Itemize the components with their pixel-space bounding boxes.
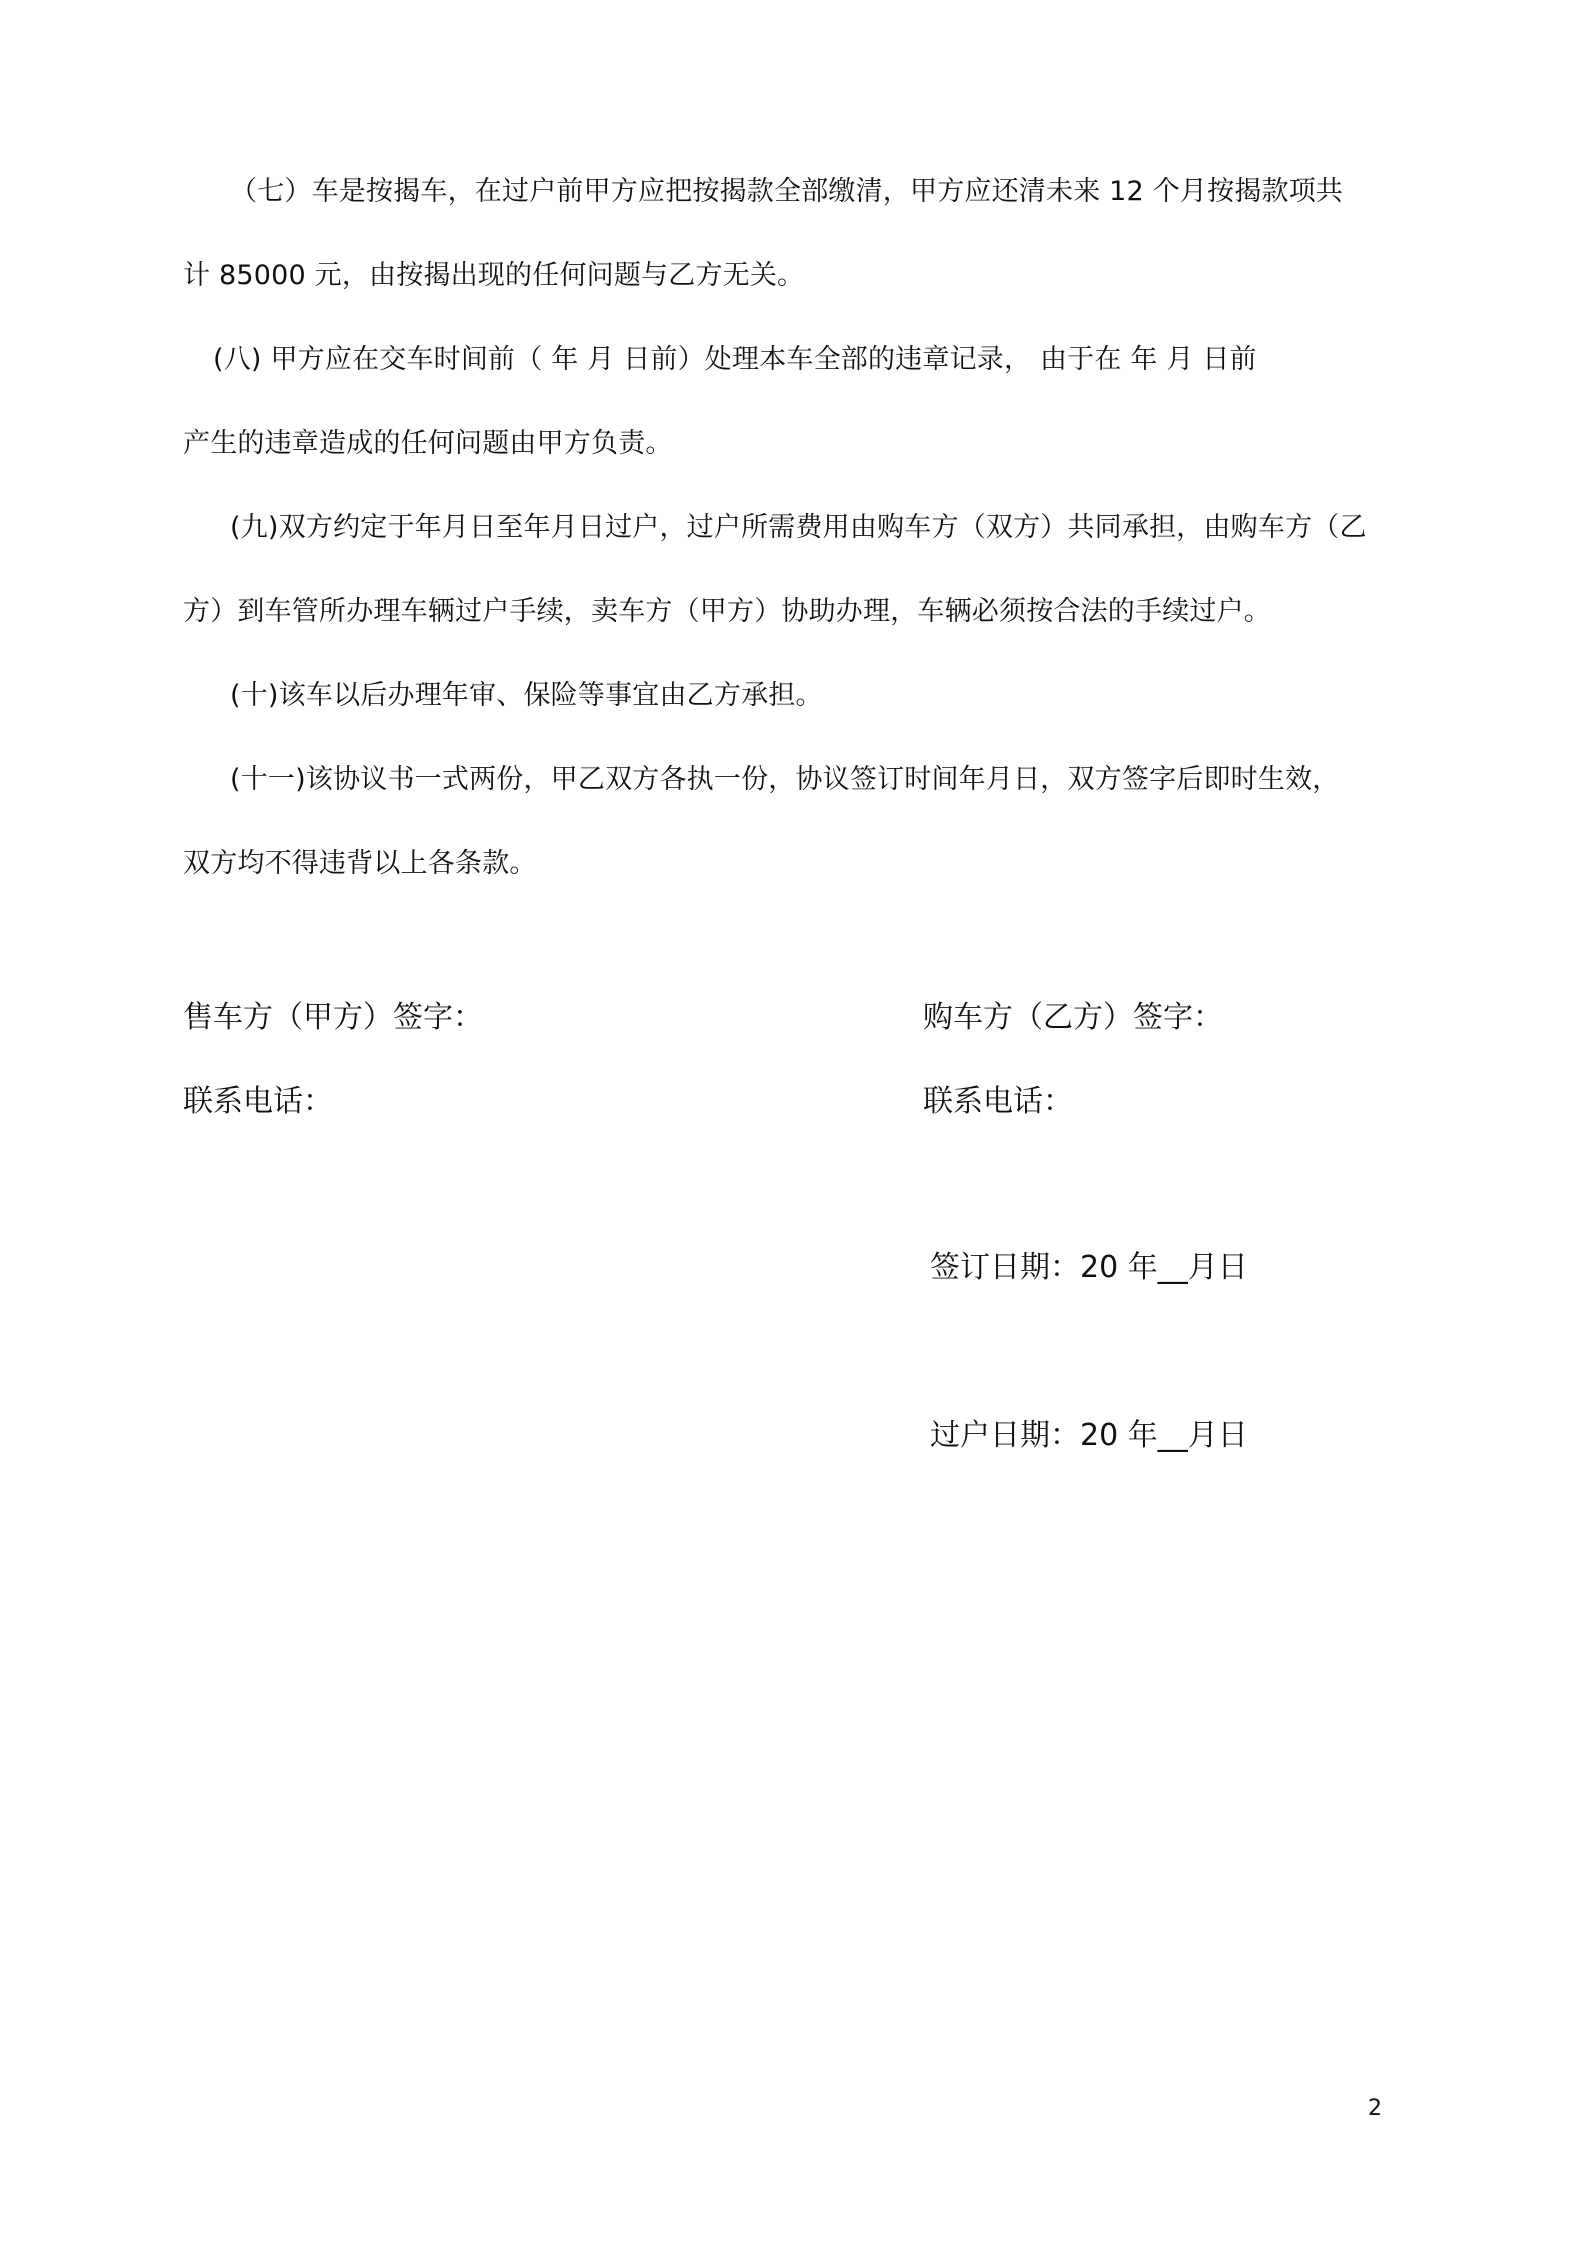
- sign-date: 签订日期：20 年__月日: [930, 1250, 1248, 1285]
- phone-row: [183, 1077, 1383, 1127]
- buyer-phone-label: 联系电话：: [923, 1084, 1073, 1119]
- signature-row: [183, 993, 1383, 1043]
- clause-11-line-2: 双方均不得违背以上各条款。: [183, 848, 537, 879]
- clause-7-line-1: （七）车是按揭车，在过户前甲方应把按揭款全部缴清，甲方应还清未来 12 个月按揭款项共: [230, 176, 1344, 207]
- contract-clauses: [183, 150, 1383, 906]
- seller-phone-label: 联系电话：: [183, 1084, 333, 1119]
- clause-9-line-1: (九)双方约定于年月日至年月日过户，过户所需费用由购车方（双方）共同承担，由购车方（乙: [230, 512, 1367, 543]
- transfer-date: 过户日期：20 年__月日: [930, 1418, 1248, 1453]
- seller-signature-label: 售车方（甲方）签字：: [183, 1000, 483, 1035]
- clause-11-line-1: (十一)该协议书一式两份，甲乙双方各执一份，协议签订时间年月日，双方签字后即时生效，: [230, 764, 1340, 795]
- clause-8-line-1: (八) 甲方应在交车时间前（ 年 月 日前）处理本车全部的违章记录， 由于在 年 月 日前: [213, 344, 1257, 375]
- clause-8-line-2: 产生的违章造成的任何问题由甲方负责。: [183, 428, 673, 459]
- clause-9-line-2: 方）到车管所办理车辆过户手续，卖车方（甲方）协助办理，车辆必须按合法的手续过户。: [183, 596, 1271, 627]
- clause-10-line-1: (十)该车以后办理年审、保险等事宜由乙方承担。: [230, 680, 823, 711]
- page-number: 2: [1368, 2096, 1382, 2121]
- buyer-signature-label: 购车方（乙方）签字：: [923, 1000, 1223, 1035]
- clause-7-line-2: 计 85000 元，由按揭出现的任何问题与乙方无关。: [183, 260, 805, 291]
